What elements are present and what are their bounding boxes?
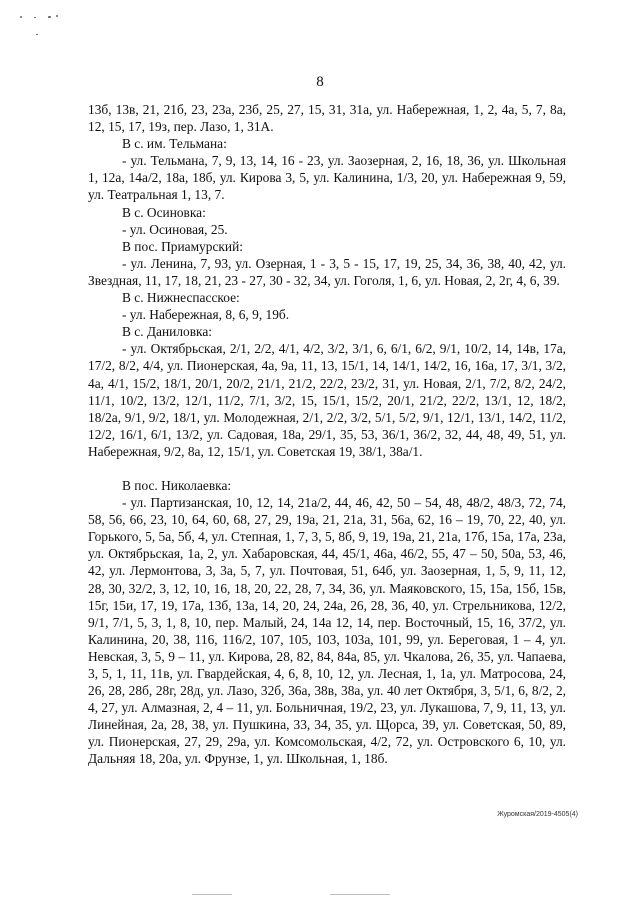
paragraph: - ул. Октябрьская, 2/1, 2/2, 4/1, 4/2, 3/2, 3/1, 6, 6/1, 6/2, 9/1, 10/2, 14, 14в, 17а, 17/2, 8/2, 4/4, ул. Пионерская, 4а, 9а, 11, 13, 15/1, 14, 14/1, 14/2, 16, 16а, 17, 3/1, 3/2, 4а, 4/1, 15/2, 18/1, 20/1, 20/2, 21/1, 21/2, 22/2, 23/2, 31, ул. Новая, 2/1, 7/2, 8/2, 24/2, 11/1, 10/2, 13/2, 12/1, 11/2, 7/1, 3/2, 15, 15/1, 15/2, 20/1, 21/2, 22/2, 13/1, 12, 18/2, 18/2а, 9/1, 9/2, 18/1, ул. Молодежная, 2/1, 2/2, 3/2, 5/1, 5/2, 9/1, 12/1, 13/1, 14/2, 11/2, 12/2, 16/1, 6/1, 13/2, ул. Садовая, 18а, 29/1, 35, 53, 36/1, 36/2, 32, 44, 48, 49, 51, ул. Набережная, 9/2, 8а, 12, 15/1, ул. Советская 19, 38/1, 38а/1. xyxy=(88,341,566,459)
paragraph: - ул. Тельмана, 7, 9, 13, 14, 16 - 23, ул. Заозерная, 2, 16, 18, 36, ул. Школьная 1, 12а, 14а/2, 18а, 18б, ул. Кирова 3, 5, ул. Калинина, 1/3, 20, ул. Набережная 9, 59, ул. Театральная 1, 13, 7. xyxy=(88,153,566,203)
scan-bottom-mark xyxy=(330,894,390,895)
paragraph: - ул. Набережная, 8, 6, 9, 19б. xyxy=(122,307,290,323)
scan-speck xyxy=(34,17,36,18)
paragraph: В пос. Приамурский: xyxy=(122,238,243,254)
scan-bottom-mark xyxy=(192,894,232,895)
paragraph-gap xyxy=(88,460,566,477)
paragraph: В с. Нижнеспасское: xyxy=(122,290,240,306)
paragraph: В с. Даниловка: xyxy=(122,324,212,340)
scan-speck xyxy=(48,16,51,18)
scan-speck xyxy=(56,15,58,17)
scan-speck xyxy=(36,34,38,35)
document-body xyxy=(88,101,566,768)
paragraph: В пос. Николаевка: xyxy=(122,477,232,493)
paragraph: В с. им. Тельмана: xyxy=(122,136,227,152)
document-footer-code: Журомская/2019-4505(4) xyxy=(497,811,578,818)
page-number: 8 xyxy=(316,74,324,90)
paragraph: - ул. Партизанская, 10, 12, 14, 21а/2, 44, 46, 42, 50 – 54, 48, 48/2, 48/3, 72, 74, 58, 56, 66, 23, 10, 64, 60, 68, 27, 29, 19а, 21, 21а, 31, 56а, 62, 16 – 19, 70, 22, 40, ул. Горького, 5, 5а, 5б, 4, ул. Степная, 1, 7, 3, 5, 8б, 9, 19, 19а, 21, 21а, 17б, 15а, 17а, 23а, ул. Октябрьская, 1а, 2, ул. Хабаровская, 44, 45/1, 46а, 46/2, 55, 47 – 50, 50а, 53, 46, 42, ул. Лермонтова, 3, 3а, 5, 7, ул. Почтовая, 51, 64б, ул. Заозерная, 1, 5, 9, 11, 12, 28, 30, 32/2, 3, 12, 10, 16, 18, 20, 22, 28, 7, 34, 36, ул. Маяковского, 15, 15а, 15б, 15в, 15г, 15и, 17, 19, 17а, 13б, 13а, 14, 20, 24, 24а, 26, 28, 36, 40, ул. Стрельникова, 12/2, 9/1, 7/1, 5, 3, 1, 8, 10, пер. Малый, 24, 14а 12, 14, пер. Восточный, 15, 16, 37/2, ул. Калинина, 20, 38, 116, 116/2, 107, 105, 103, 103а, 101, 99, ул. Береговая, 1 – 4, ул. Невская, 3, 5, 9 – 11, ул. Кирова, 28, 82, 84, 84а, 85, ул. Чкалова, 26, 35, ул. Чапаева, 3, 5, 1, 11, 11в, ул. Гвардейская, 4, 6, 8, 10, 12, ул. Лесная, 1, 1а, ул. Матросова, 24, 26, 28, 28б, 28г, 28д, ул. Лазо, 32б, 36а, 38в, 38а, ул. 40 лет Октября, 3, 5/1, 6, 8/2, 2, 4, 27, ул. Алмазная, 2, 4 – 11, ул. Больничная, 19/2, 23, ул. Лукашова, 7, 9, 11, 13, ул. Линейная, 2а, 28, 38, ул. Пушкина, 33, 34, 35, ул. Щорса, 39, ул. Советская, 50, 89, ул. Пионерская, 27, 29, 29а, ул. Комсомольская, 4/2, 72, ул. Островского 6, 10, ул. Дальняя 18, 20а, ул. Фрунзе, 1, ул. Школьная, 1, 18б. xyxy=(88,495,566,767)
paragraph: - ул. Осиновая, 25. xyxy=(122,221,228,237)
paragraph: - ул. Ленина, 7, 93, ул. Озерная, 1 - 3, 5 - 15, 17, 19, 25, 34, 36, 38, 40, 42, ул. Звездная, 11, 17, 18, 21, 23 - 27, 30 - 32, 34, ул. Гоголя, 1, 6, ул. Новая, 2, 2г, 4, 6, 39. xyxy=(88,255,566,288)
paragraph: В с. Осиновка: xyxy=(122,204,206,220)
scan-speck xyxy=(20,16,22,18)
paragraph: 13б, 13в, 21, 21б, 23, 23а, 23б, 25, 27, 15, 31, 31а, ул. Набережная, 1, 2, 4а, 5, 7, 8а, 12, 15, 17, 19з, пер. Лазо, 1, 31А. xyxy=(88,102,566,135)
